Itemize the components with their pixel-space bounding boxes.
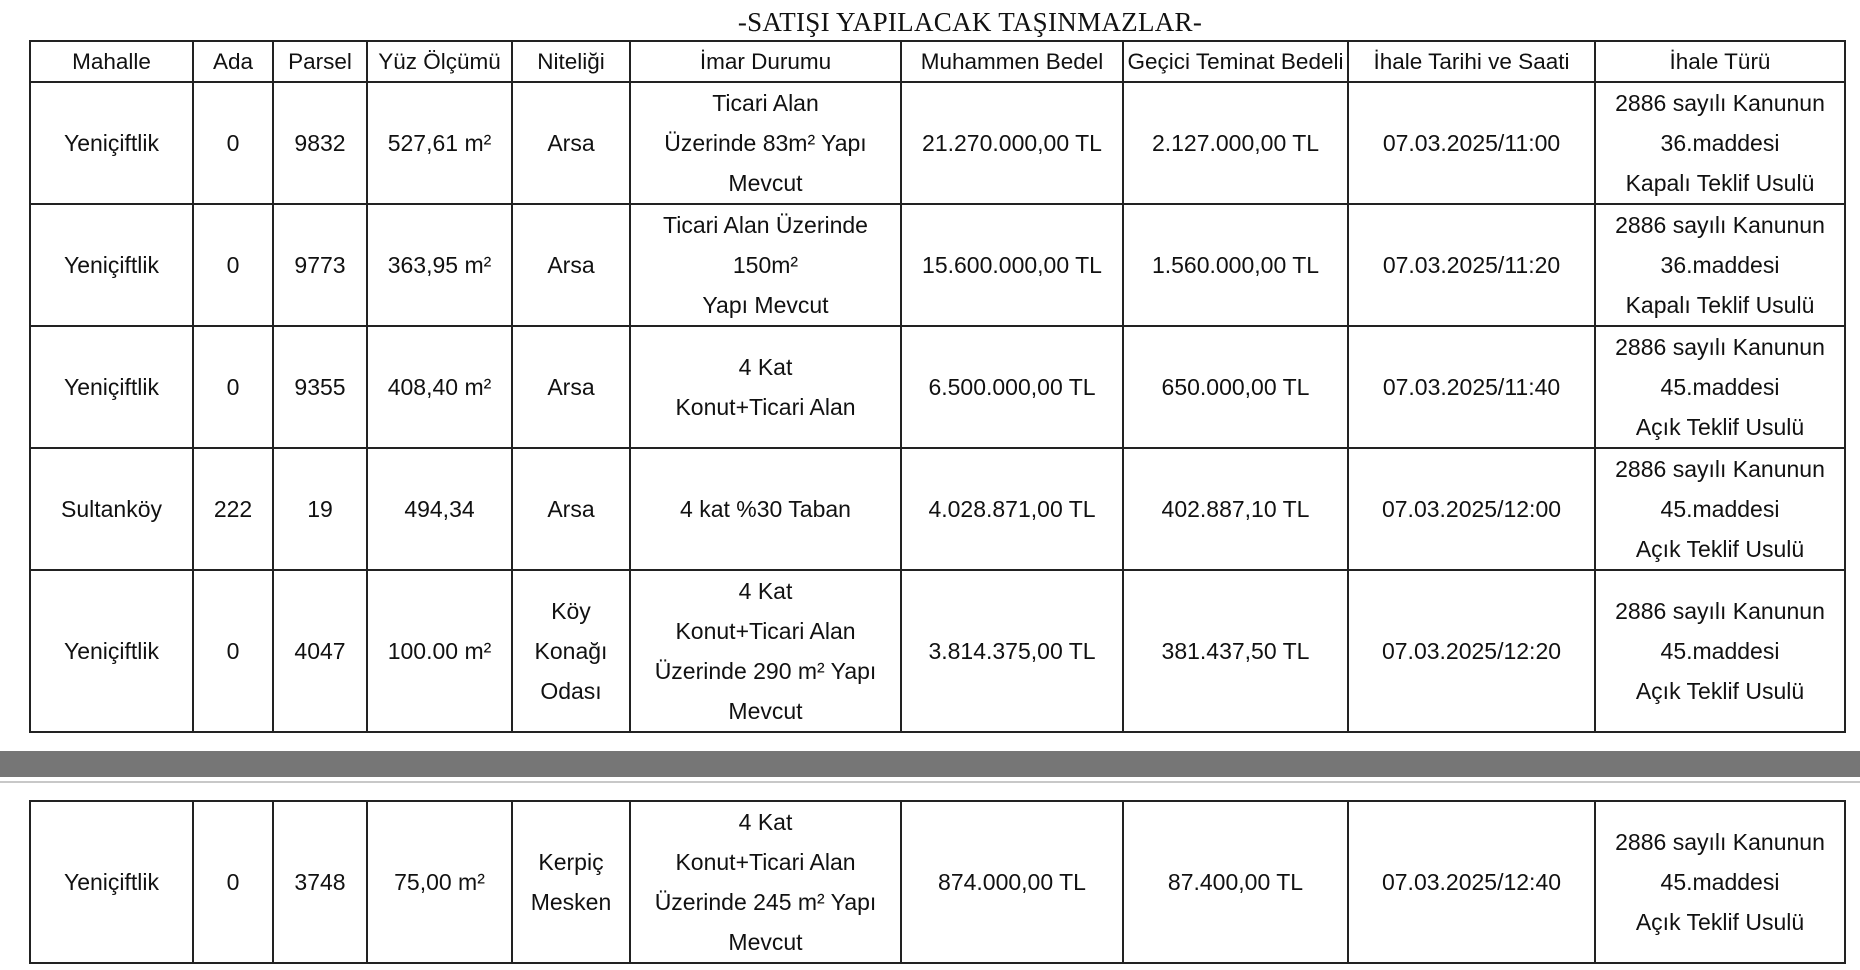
cell-parsel: 3748 <box>273 801 367 963</box>
cell-ihale-turu <box>1595 82 1845 204</box>
cell-line: Köy Konağı <box>534 598 608 664</box>
cell-ihale-turu <box>1595 204 1845 326</box>
cell-gecici-teminat: 1.560.000,00 TL <box>1123 204 1348 326</box>
cell-line: Kerpiç <box>538 849 604 875</box>
cell-mahalle: Yeniçiftlik <box>30 801 193 963</box>
cell-mahalle: Yeniçiftlik <box>30 326 193 448</box>
cell-niteligi <box>512 801 630 963</box>
cell-ihale-tarihi: 07.03.2025/12:20 <box>1348 570 1595 732</box>
cell-muhammen-bedel: 4.028.871,00 TL <box>901 448 1123 570</box>
cell-line: 36.maddesi <box>1660 130 1780 156</box>
cell-line: Ticari Alan <box>712 90 819 116</box>
cell-niteligi <box>512 82 630 204</box>
cell-muhammen-bedel: 6.500.000,00 TL <box>901 326 1123 448</box>
cell-line: Açık Teklif Usulü <box>1635 414 1805 440</box>
cell-line: 2886 sayılı Kanunun <box>1615 334 1825 360</box>
cell-ihale-tarihi: 07.03.2025/12:40 <box>1348 801 1595 963</box>
cell-line: Kapalı Teklif Usulü <box>1625 292 1815 318</box>
cell-muhammen-bedel: 874.000,00 TL <box>901 801 1123 963</box>
document-title: -SATIŞI YAPILACAK TAŞINMAZLAR- <box>737 7 1203 37</box>
header-niteligi: Niteliği <box>512 41 630 82</box>
table-row <box>30 570 1845 732</box>
cell-ihale-turu <box>1595 448 1845 570</box>
property-table-continued <box>29 800 1846 964</box>
cell-line: Konut+Ticari Alan <box>675 394 856 420</box>
cell-ihale-tarihi: 07.03.2025/11:20 <box>1348 204 1595 326</box>
cell-mahalle: Sultanköy <box>30 448 193 570</box>
cell-gecici-teminat: 87.400,00 TL <box>1123 801 1348 963</box>
cell-imar-durumu <box>630 326 901 448</box>
cell-parsel: 4047 <box>273 570 367 732</box>
cell-line: 4 Kat <box>738 809 793 835</box>
cell-yuz-olcumu: 75,00 m² <box>367 801 512 963</box>
cell-ihale-tarihi: 07.03.2025/12:00 <box>1348 448 1595 570</box>
cell-line: Ticari Alan Üzerinde 150m² <box>663 212 868 278</box>
cell-ada: 0 <box>193 801 273 963</box>
cell-line: Arsa <box>547 130 595 156</box>
cell-niteligi <box>512 570 630 732</box>
cell-mahalle: Yeniçiftlik <box>30 570 193 732</box>
cell-line: Açık Teklif Usulü <box>1635 678 1805 704</box>
cell-line: 45.maddesi <box>1660 374 1780 400</box>
cell-line: Konut+Ticari Alan <box>675 618 856 644</box>
cell-gecici-teminat: 2.127.000,00 TL <box>1123 82 1348 204</box>
cell-line: 45.maddesi <box>1660 869 1780 895</box>
cell-line: 4 Kat <box>738 354 793 380</box>
cell-niteligi <box>512 448 630 570</box>
cell-line: 2886 sayılı Kanunun <box>1615 456 1825 482</box>
cell-gecici-teminat: 650.000,00 TL <box>1123 326 1348 448</box>
header-gecici-teminat: Geçici Teminat Bedeli <box>1123 41 1348 82</box>
cell-ada: 0 <box>193 204 273 326</box>
cell-line: 2886 sayılı Kanunun <box>1615 212 1825 238</box>
cell-line: Yapı Mevcut <box>702 292 829 318</box>
cell-line: Mevcut <box>728 929 803 955</box>
cell-ihale-turu <box>1595 801 1845 963</box>
cell-muhammen-bedel: 21.270.000,00 TL <box>901 82 1123 204</box>
cell-line: 4 kat %30 Taban <box>680 496 851 522</box>
cell-gecici-teminat: 381.437,50 TL <box>1123 570 1348 732</box>
cell-line: Açık Teklif Usulü <box>1635 909 1805 935</box>
cell-line: 2886 sayılı Kanunun <box>1615 598 1825 624</box>
header-ihale-tarihi: İhale Tarihi ve Saati <box>1348 41 1595 82</box>
cell-line: Mesken <box>530 889 612 915</box>
cell-line: 45.maddesi <box>1660 496 1780 522</box>
header-muhammen-bedel: Muhammen Bedel <box>901 41 1123 82</box>
cell-ada: 0 <box>193 570 273 732</box>
cell-imar-durumu <box>630 448 901 570</box>
cell-line: 4 Kat <box>738 578 793 604</box>
cell-imar-durumu <box>630 570 901 732</box>
cell-muhammen-bedel: 3.814.375,00 TL <box>901 570 1123 732</box>
cell-line: Arsa <box>547 496 595 522</box>
cell-ihale-tarihi: 07.03.2025/11:00 <box>1348 82 1595 204</box>
header-ada: Ada <box>193 41 273 82</box>
cell-ada: 222 <box>193 448 273 570</box>
cell-line: Konut+Ticari Alan <box>675 849 856 875</box>
cell-line: Odası <box>540 678 602 704</box>
cell-ada: 0 <box>193 326 273 448</box>
cell-line: Üzerinde 83m² Yapı Mevcut <box>664 130 867 196</box>
cell-yuz-olcumu: 363,95 m² <box>367 204 512 326</box>
cell-yuz-olcumu: 100.00 m² <box>367 570 512 732</box>
cell-line: Üzerinde 290 m² Yapı <box>654 658 877 684</box>
cell-muhammen-bedel: 15.600.000,00 TL <box>901 204 1123 326</box>
cell-line: Arsa <box>547 252 595 278</box>
cell-line: 36.maddesi <box>1660 252 1780 278</box>
cell-ada: 0 <box>193 82 273 204</box>
cell-line: Kapalı Teklif Usulü <box>1625 170 1815 196</box>
cell-line: Açık Teklif Usulü <box>1635 536 1805 562</box>
cell-line: Arsa <box>547 374 595 400</box>
cell-line: 2886 sayılı Kanunun <box>1615 90 1825 116</box>
cell-parsel: 9355 <box>273 326 367 448</box>
cell-line: Üzerinde 245 m² Yapı <box>654 889 877 915</box>
header-mahalle: Mahalle <box>30 41 193 82</box>
page-break-line <box>0 781 1860 783</box>
cell-parsel: 9773 <box>273 204 367 326</box>
cell-mahalle: Yeniçiftlik <box>30 204 193 326</box>
cell-niteligi <box>512 326 630 448</box>
cell-imar-durumu <box>630 82 901 204</box>
cell-gecici-teminat: 402.887,10 TL <box>1123 448 1348 570</box>
table-row <box>30 82 1845 204</box>
cell-yuz-olcumu: 494,34 <box>367 448 512 570</box>
table-header-row <box>30 41 1845 82</box>
table-row <box>30 448 1845 570</box>
header-yuz-olcumu: Yüz Ölçümü <box>367 41 512 82</box>
table-row <box>30 326 1845 448</box>
header-parsel: Parsel <box>273 41 367 82</box>
property-table <box>29 40 1846 733</box>
cell-yuz-olcumu: 527,61 m² <box>367 82 512 204</box>
cell-imar-durumu <box>630 801 901 963</box>
cell-line: 2886 sayılı Kanunun <box>1615 829 1825 855</box>
cell-niteligi <box>512 204 630 326</box>
cell-ihale-turu <box>1595 570 1845 732</box>
table-row <box>30 204 1845 326</box>
header-imar-durumu: İmar Durumu <box>630 41 901 82</box>
cell-ihale-tarihi: 07.03.2025/11:40 <box>1348 326 1595 448</box>
cell-line: Mevcut <box>728 698 803 724</box>
cell-parsel: 9832 <box>273 82 367 204</box>
cell-imar-durumu <box>630 204 901 326</box>
cell-mahalle: Yeniçiftlik <box>30 82 193 204</box>
cell-ihale-turu <box>1595 326 1845 448</box>
page-break-band <box>0 751 1860 777</box>
cell-parsel: 19 <box>273 448 367 570</box>
table-row <box>30 801 1845 963</box>
header-ihale-turu: İhale Türü <box>1595 41 1845 82</box>
cell-yuz-olcumu: 408,40 m² <box>367 326 512 448</box>
cell-line: 45.maddesi <box>1660 638 1780 664</box>
